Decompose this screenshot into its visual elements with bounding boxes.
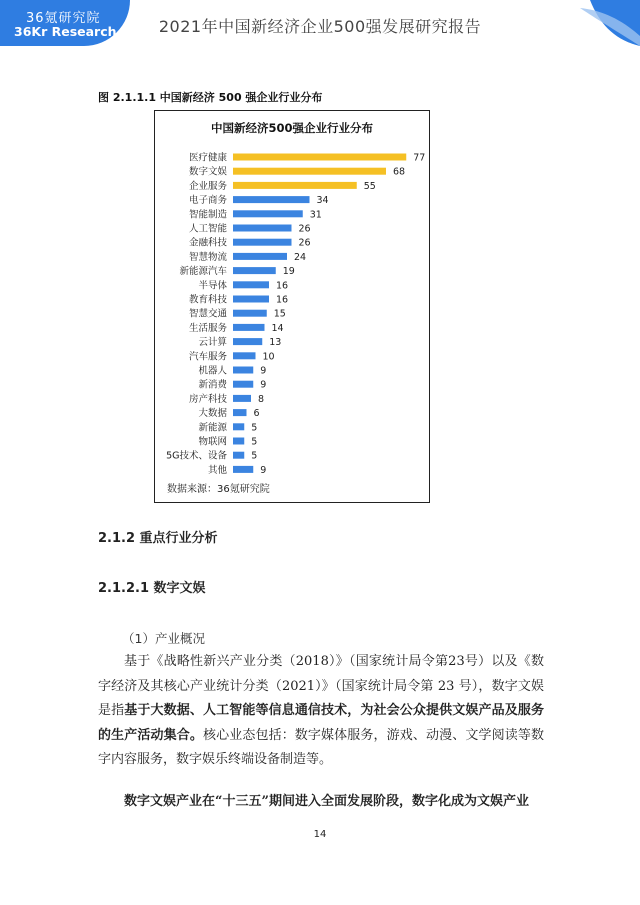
data-label: 10 — [262, 351, 275, 363]
tick-label: 房产科技 — [188, 393, 227, 405]
tick-label: 智慧交通 — [188, 308, 227, 320]
bar — [233, 409, 247, 416]
data-label: 5 — [251, 450, 258, 462]
tick-label: 生活服务 — [188, 322, 227, 334]
data-label: 16 — [276, 280, 289, 292]
bar — [233, 367, 253, 374]
data-label: 14 — [271, 322, 284, 334]
paragraph-2: 数字文娱产业在“十三五”期间进入全面发展阶段，数字化成为文娱产业 — [124, 794, 529, 809]
data-label: 6 — [253, 408, 260, 420]
bar — [233, 253, 287, 260]
tick-label: 5G技术、设备 — [166, 450, 227, 462]
bar — [233, 466, 253, 473]
tick-label: 大数据 — [198, 408, 227, 420]
tick-label: 新消费 — [198, 379, 227, 391]
tick-label: 新能源汽车 — [179, 266, 227, 278]
logo-en: 36Kr Research — [14, 24, 117, 39]
paragraph-1-bold: 基于大数据、人工智能等信息通信技术，为社会公众提供文娱产品及服务的生产活动集合。 — [98, 703, 544, 743]
paragraph-1-text-a: 基于《战略性新兴产业分类（2018）》（国家统计局令第23号）以及《数字经济及其核心产业统计分类（2021）》（国家统计局令第 23 号），数字文娱是指 — [98, 654, 544, 718]
bar — [233, 395, 251, 402]
subsection-heading: 2.1.2.1 数字文娱 — [98, 581, 206, 596]
tick-label: 云计算 — [198, 337, 227, 349]
bar — [233, 267, 276, 274]
data-label: 68 — [393, 166, 406, 178]
data-label: 8 — [258, 393, 265, 405]
tick-label: 汽车服务 — [188, 351, 227, 363]
bar — [233, 296, 269, 303]
bar — [233, 196, 310, 203]
tick-label: 智慧物流 — [188, 251, 227, 263]
bar — [233, 310, 267, 317]
data-label: 5 — [251, 436, 258, 448]
page-number: 14 — [313, 829, 327, 840]
bar — [233, 225, 292, 232]
bar — [233, 452, 244, 459]
tick-label: 其他 — [207, 464, 227, 476]
bar — [233, 324, 265, 331]
bar — [233, 168, 386, 175]
paragraph-subtitle: （1）产业概况 — [122, 631, 205, 646]
section-heading: 2.1.2 重点行业分析 — [98, 531, 218, 546]
data-label: 5 — [251, 422, 258, 434]
tick-label: 半导体 — [198, 280, 227, 292]
bar — [233, 338, 262, 345]
data-label: 26 — [298, 223, 311, 235]
bar — [233, 423, 244, 430]
tick-label: 人工智能 — [188, 223, 227, 235]
chart-source: 数据来源：36氪研究院 — [167, 484, 270, 495]
bar — [233, 154, 406, 161]
header-decoration-icon — [580, 0, 640, 46]
tick-label: 机器人 — [198, 365, 227, 377]
data-label: 77 — [413, 152, 426, 164]
chart-plot — [155, 111, 429, 502]
bar — [233, 281, 269, 288]
bar — [233, 239, 292, 246]
data-label: 13 — [269, 337, 282, 349]
data-label: 34 — [316, 195, 329, 207]
tick-label: 企业服务 — [188, 180, 227, 192]
data-label: 15 — [273, 308, 286, 320]
paragraph-1 — [98, 650, 544, 773]
data-label: 26 — [298, 237, 311, 249]
chart-title: 中国新经济500强企业行业分布 — [210, 121, 373, 135]
data-label: 16 — [276, 294, 289, 306]
figure-caption: 图 2.1.1.1 中国新经济 500 强企业行业分布 — [98, 91, 323, 104]
tick-label: 智能制造 — [188, 209, 227, 221]
bar — [233, 381, 253, 388]
logo-cn: 36氪研究院 — [26, 11, 101, 26]
tick-label: 数字文娱 — [188, 166, 227, 178]
data-label: 9 — [260, 365, 267, 377]
header-title: 2021年中国新经济企业500强发展研究报告 — [158, 17, 482, 36]
data-label: 19 — [282, 266, 295, 278]
tick-label: 医疗健康 — [188, 152, 227, 164]
bar — [233, 182, 357, 189]
bar — [233, 438, 244, 445]
data-label: 9 — [260, 379, 267, 391]
bar — [233, 352, 256, 359]
data-label: 55 — [363, 180, 376, 192]
data-label: 24 — [294, 251, 307, 263]
bar-chart — [154, 110, 430, 503]
tick-label: 物联网 — [198, 436, 227, 448]
tick-label: 新能源 — [198, 422, 227, 434]
data-label: 31 — [309, 209, 322, 221]
data-label: 9 — [260, 464, 267, 476]
tick-label: 金融科技 — [188, 237, 227, 249]
tick-label: 电子商务 — [188, 195, 227, 207]
tick-label: 教育科技 — [188, 294, 227, 306]
bar — [233, 210, 303, 217]
paragraph-1-text-b: 核心业态包括：数字媒体服务，游戏、动漫、文学阅读等数字内容服务，数字娱乐终端设备制造等。 — [98, 727, 544, 767]
